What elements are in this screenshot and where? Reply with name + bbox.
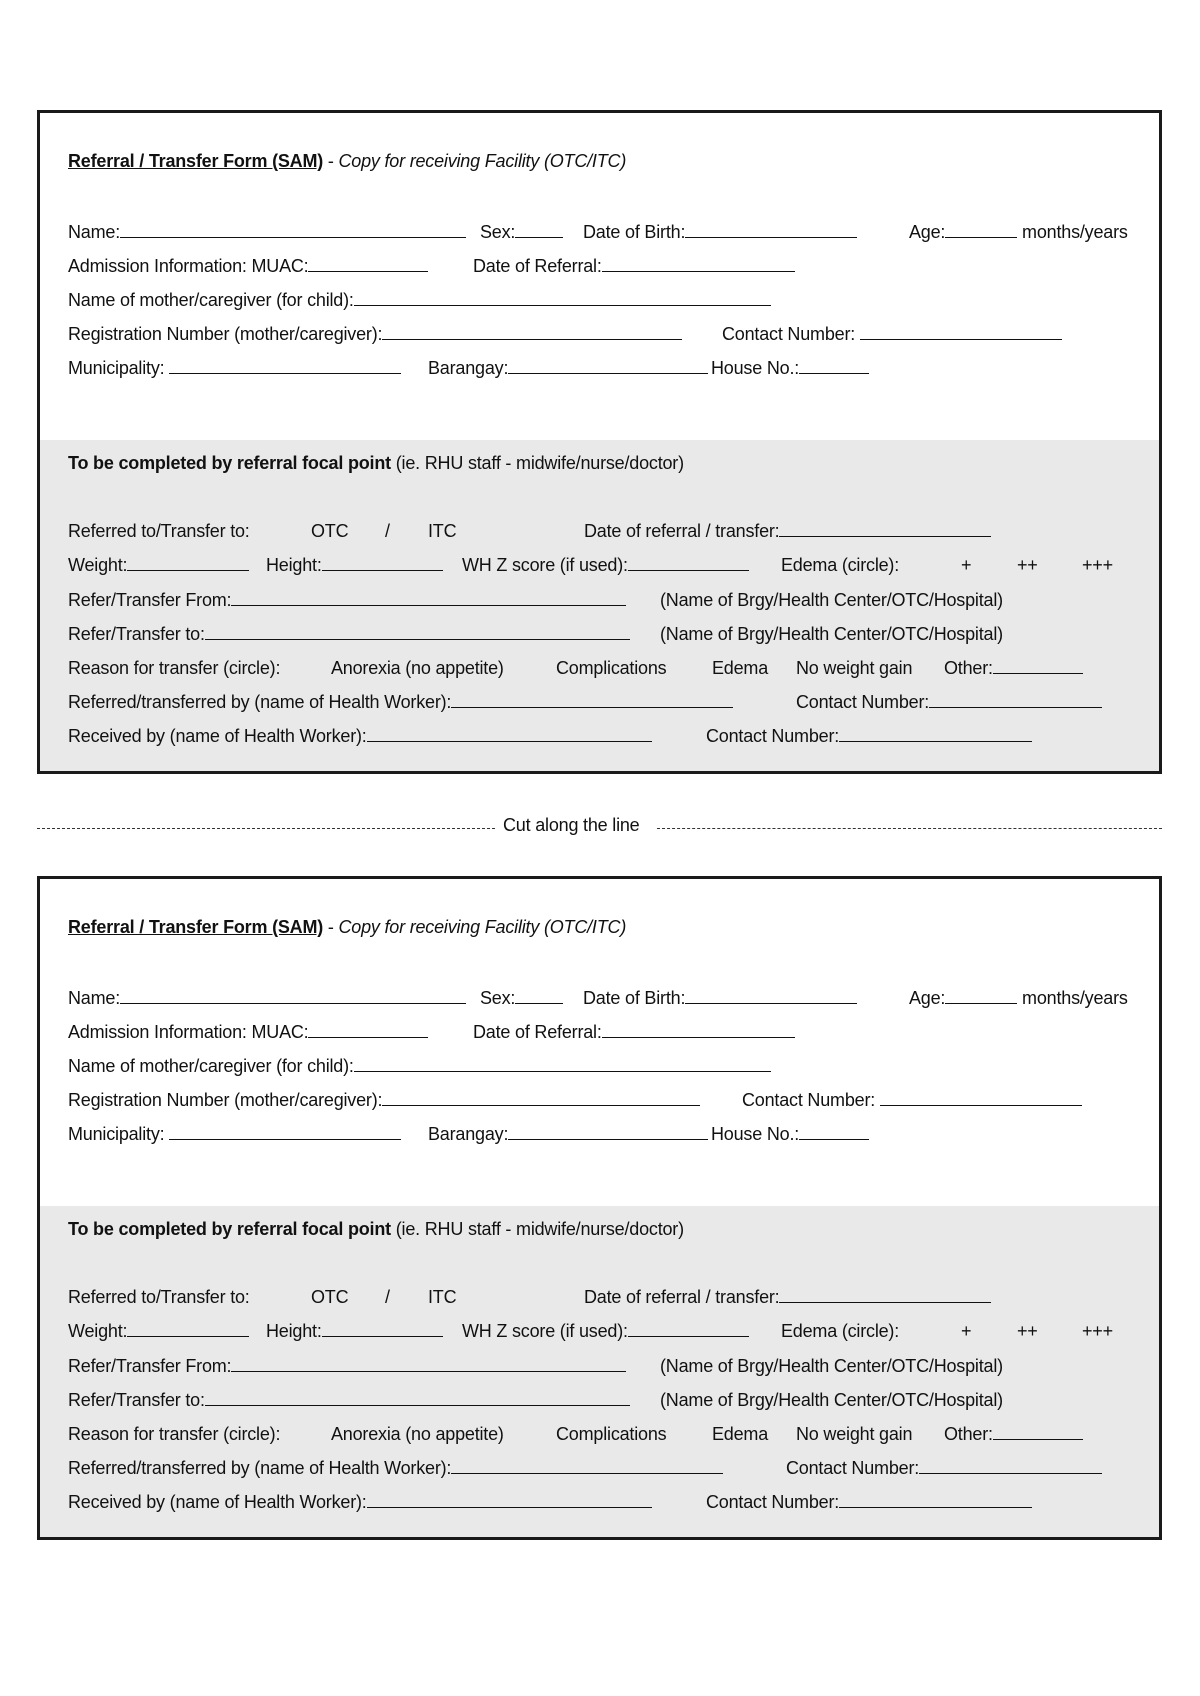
focal-point-heading-note: (ie. RHU staff - midwife/nurse/doctor) [390, 1219, 684, 1239]
edema-circle-label: Edema (circle): [781, 555, 900, 575]
referred-by-field[interactable] [451, 690, 733, 708]
age-label: Age: [909, 988, 946, 1008]
transfer-from-field[interactable] [231, 588, 626, 606]
muac-field[interactable] [308, 254, 428, 272]
date-of-referral-field[interactable] [602, 254, 795, 272]
referred-by-contact-label: Contact Number: [796, 692, 930, 712]
edema-option-plus[interactable]: + [961, 1321, 972, 1341]
patient-section [40, 879, 1159, 1206]
registration-label: Registration Number (mother/caregiver): [68, 1090, 383, 1110]
transfer-to-label: Refer/Transfer to: [68, 624, 205, 644]
focal-point-section [40, 1206, 1159, 1537]
registration-row [68, 1088, 1148, 1112]
reason-label: Reason for transfer (circle): [68, 658, 281, 678]
address-row [68, 356, 1148, 380]
contact-number-field[interactable] [860, 322, 1062, 340]
focal-point-heading [68, 1217, 1148, 1241]
patient-section [40, 113, 1159, 440]
date-of-transfer-label: Date of referral / transfer: [584, 1287, 780, 1307]
house-number-label: House No.: [711, 358, 800, 378]
house-number-field[interactable] [799, 1122, 869, 1140]
measurements-row [68, 553, 1148, 577]
mother-field[interactable] [354, 1054, 771, 1072]
edema-option-plus-plus[interactable]: ++ [1017, 1321, 1038, 1341]
name-label: Name: [68, 222, 121, 242]
transfer-to-note: (Name of Brgy/Health Center/OTC/Hospital) [660, 1390, 1003, 1410]
barangay-label: Barangay: [428, 1124, 509, 1144]
height-label: Height: [266, 1321, 322, 1341]
reason-option-no-weight-gain[interactable]: No weight gain [796, 1424, 913, 1444]
date-of-referral-field[interactable] [602, 1020, 795, 1038]
edema-option-plus-plus-plus[interactable]: +++ [1082, 1321, 1113, 1341]
contact-number-label: Contact Number: [722, 324, 856, 344]
referred-by-contact-field[interactable] [919, 1456, 1102, 1474]
name-row [68, 220, 1148, 244]
cut-line-dashes-right [657, 828, 1162, 829]
admission-row [68, 1020, 1148, 1044]
sex-field[interactable] [515, 220, 563, 238]
referred-by-row [68, 1456, 1148, 1480]
received-by-contact-field[interactable] [839, 1490, 1032, 1508]
transfer-from-row [68, 1354, 1148, 1378]
age-field[interactable] [945, 986, 1017, 1004]
mother-label: Name of mother/caregiver (for child): [68, 1056, 354, 1076]
transfer-to-row [68, 622, 1148, 646]
reason-option-anorexia[interactable]: Anorexia (no appetite) [331, 1424, 504, 1444]
reason-option-other: Other: [944, 1424, 993, 1444]
height-field[interactable] [322, 553, 443, 571]
name-field[interactable] [120, 986, 466, 1004]
date-of-transfer-label: Date of referral / transfer: [584, 521, 780, 541]
reason-other-field[interactable] [993, 656, 1083, 674]
sex-field[interactable] [515, 986, 563, 1004]
mother-row [68, 288, 1148, 312]
referred-to-row [68, 519, 1148, 543]
muac-field[interactable] [308, 1020, 428, 1038]
whz-score-field[interactable] [628, 553, 749, 571]
date-of-transfer-field[interactable] [779, 519, 991, 537]
registration-row [68, 322, 1148, 346]
age-label: Age: [909, 222, 946, 242]
focal-point-heading-note: (ie. RHU staff - midwife/nurse/doctor) [390, 453, 684, 473]
barangay-field[interactable] [508, 356, 708, 374]
referred-to-label: Referred to/Transfer to: [68, 1287, 250, 1307]
option-itc[interactable]: ITC [428, 521, 457, 541]
admission-muac-label: Admission Information: MUAC: [68, 256, 309, 276]
received-by-contact-label: Contact Number: [706, 726, 840, 746]
transfer-from-label: Refer/Transfer From: [68, 590, 232, 610]
focal-point-heading-bold: To be completed by referral focal point [68, 1219, 391, 1239]
date-of-referral-label: Date of Referral: [473, 256, 602, 276]
form-title-separator: - [323, 151, 339, 171]
municipality-label: Municipality: [68, 358, 165, 378]
admission-row [68, 254, 1148, 278]
name-label: Name: [68, 988, 121, 1008]
focal-point-section [40, 440, 1159, 771]
reason-other-field[interactable] [993, 1422, 1083, 1440]
height-field[interactable] [322, 1319, 443, 1337]
age-unit: months/years [1022, 988, 1128, 1008]
reason-option-other: Other: [944, 658, 993, 678]
received-by-field[interactable] [367, 1490, 652, 1508]
transfer-from-note: (Name of Brgy/Health Center/OTC/Hospital) [660, 1356, 1003, 1376]
referred-by-label: Referred/transferred by (name of Health Worker): [68, 1458, 452, 1478]
height-label: Height: [266, 555, 322, 575]
address-row [68, 1122, 1148, 1146]
registration-label: Registration Number (mother/caregiver): [68, 324, 383, 344]
form-subtitle: Copy for receiving Facility (OTC/ITC) [338, 151, 627, 171]
age-field[interactable] [945, 220, 1017, 238]
option-separator: / [385, 1287, 390, 1307]
referral-form-copy-1 [37, 110, 1162, 774]
reason-option-edema[interactable]: Edema [712, 658, 769, 678]
reason-option-no-weight-gain[interactable]: No weight gain [796, 658, 913, 678]
form-subtitle: Copy for receiving Facility (OTC/ITC) [338, 917, 627, 937]
referred-to-row [68, 1285, 1148, 1309]
transfer-to-field[interactable] [205, 1388, 630, 1406]
reason-option-complications[interactable]: Complications [556, 1424, 667, 1444]
referred-to-label: Referred to/Transfer to: [68, 521, 250, 541]
reason-option-complications[interactable]: Complications [556, 658, 667, 678]
transfer-from-row [68, 588, 1148, 612]
option-otc[interactable]: OTC [311, 1287, 349, 1307]
dob-field[interactable] [685, 220, 857, 238]
edema-option-plus-plus-plus[interactable]: +++ [1082, 555, 1113, 575]
name-row [68, 986, 1148, 1010]
option-separator: / [385, 521, 390, 541]
edema-circle-label: Edema (circle): [781, 1321, 900, 1341]
received-by-row [68, 724, 1148, 748]
weight-label: Weight: [68, 555, 128, 575]
mother-label: Name of mother/caregiver (for child): [68, 290, 354, 310]
date-of-transfer-field[interactable] [779, 1285, 991, 1303]
mother-row [68, 1054, 1148, 1078]
form-title: Referral / Transfer Form (SAM) [68, 917, 324, 937]
reason-option-anorexia[interactable]: Anorexia (no appetite) [331, 658, 504, 678]
edema-option-plus[interactable]: + [961, 555, 972, 575]
age-unit: months/years [1022, 222, 1128, 242]
reason-option-edema[interactable]: Edema [712, 1424, 769, 1444]
municipality-field[interactable] [169, 1122, 401, 1140]
reason-row [68, 656, 1148, 680]
cut-line-dashes-left [37, 828, 495, 829]
municipality-label: Municipality: [68, 1124, 165, 1144]
referred-by-label: Referred/transferred by (name of Health Worker): [68, 692, 452, 712]
house-number-field[interactable] [799, 356, 869, 374]
whz-score-label: WH Z score (if used): [462, 555, 628, 575]
cut-line [37, 813, 1162, 837]
contact-number-label: Contact Number: [742, 1090, 876, 1110]
reason-row [68, 1422, 1148, 1446]
measurements-row [68, 1319, 1148, 1343]
received-by-label: Received by (name of Health Worker): [68, 726, 367, 746]
whz-score-label: WH Z score (if used): [462, 1321, 628, 1341]
transfer-from-label: Refer/Transfer From: [68, 1356, 232, 1376]
name-field[interactable] [120, 220, 466, 238]
received-by-contact-field[interactable] [839, 724, 1032, 742]
form-title-row [68, 149, 626, 173]
option-otc[interactable]: OTC [311, 521, 349, 541]
option-itc[interactable]: ITC [428, 1287, 457, 1307]
whz-score-field[interactable] [628, 1319, 749, 1337]
cut-line-label: Cut along the line [503, 815, 640, 835]
dob-field[interactable] [685, 986, 857, 1004]
municipality-field[interactable] [169, 356, 401, 374]
weight-label: Weight: [68, 1321, 128, 1341]
weight-field[interactable] [127, 1319, 249, 1337]
form-title: Referral / Transfer Form (SAM) [68, 151, 324, 171]
registration-field[interactable] [382, 1088, 700, 1106]
admission-muac-label: Admission Information: MUAC: [68, 1022, 309, 1042]
mother-field[interactable] [354, 288, 771, 306]
barangay-label: Barangay: [428, 358, 509, 378]
received-by-row [68, 1490, 1148, 1514]
edema-option-plus-plus[interactable]: ++ [1017, 555, 1038, 575]
dob-label: Date of Birth: [583, 222, 686, 242]
referred-by-contact-field[interactable] [929, 690, 1102, 708]
transfer-from-note: (Name of Brgy/Health Center/OTC/Hospital) [660, 590, 1003, 610]
registration-field[interactable] [382, 322, 682, 340]
sex-label: Sex: [480, 222, 516, 242]
transfer-to-note: (Name of Brgy/Health Center/OTC/Hospital) [660, 624, 1003, 644]
transfer-to-field[interactable] [205, 622, 630, 640]
weight-field[interactable] [127, 553, 249, 571]
transfer-to-label: Refer/Transfer to: [68, 1390, 205, 1410]
referred-by-contact-label: Contact Number: [786, 1458, 920, 1478]
form-title-separator: - [323, 917, 339, 937]
focal-point-heading-bold: To be completed by referral focal point [68, 453, 391, 473]
contact-number-field[interactable] [880, 1088, 1082, 1106]
referred-by-field[interactable] [451, 1456, 723, 1474]
transfer-from-field[interactable] [231, 1354, 626, 1372]
sex-label: Sex: [480, 988, 516, 1008]
reason-label: Reason for transfer (circle): [68, 1424, 281, 1444]
dob-label: Date of Birth: [583, 988, 686, 1008]
focal-point-heading [68, 451, 1148, 475]
barangay-field[interactable] [508, 1122, 708, 1140]
transfer-to-row [68, 1388, 1148, 1412]
house-number-label: House No.: [711, 1124, 800, 1144]
received-by-field[interactable] [367, 724, 652, 742]
received-by-label: Received by (name of Health Worker): [68, 1492, 367, 1512]
received-by-contact-label: Contact Number: [706, 1492, 840, 1512]
date-of-referral-label: Date of Referral: [473, 1022, 602, 1042]
form-title-row [68, 915, 626, 939]
referred-by-row [68, 690, 1148, 714]
referral-form-copy-2 [37, 876, 1162, 1540]
